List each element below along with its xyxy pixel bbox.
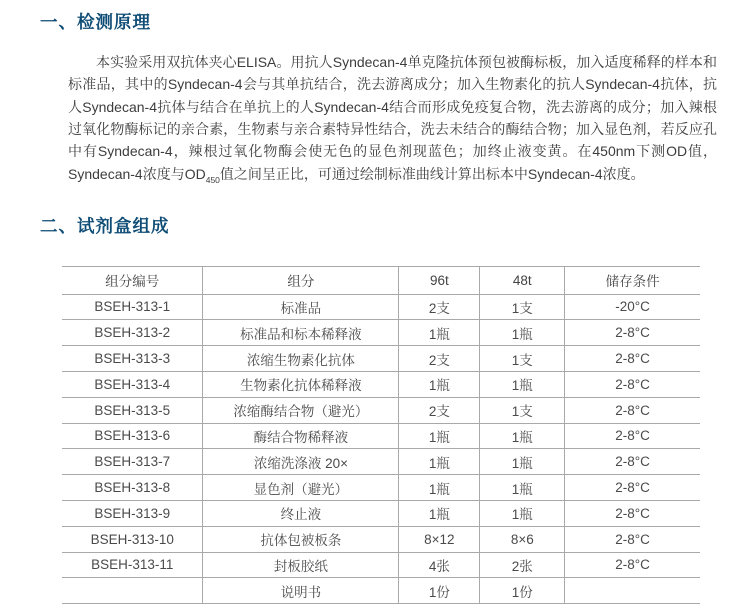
table-cell: 1瓶 — [399, 423, 480, 449]
table-cell: 1瓶 — [480, 475, 565, 501]
table-cell: 1瓶 — [480, 423, 565, 449]
table-cell: 浓缩生物素化抗体 — [203, 346, 399, 372]
table-row — [62, 320, 700, 346]
table-row — [62, 578, 700, 604]
table-header-cell: 储存条件 — [565, 267, 700, 295]
table-cell: -20°C — [565, 294, 700, 320]
table-cell: 1支 — [480, 346, 565, 372]
table-cell: 2-8°C — [565, 552, 700, 578]
table-cell: 8×6 — [480, 526, 565, 552]
table-cell: 1瓶 — [480, 500, 565, 526]
table-row — [62, 449, 700, 475]
table-cell: BSEH-313-6 — [62, 423, 203, 449]
table-cell: BSEH-313-2 — [62, 320, 203, 346]
table-cell: 封板胶纸 — [203, 552, 399, 578]
table-row — [62, 475, 700, 501]
table-cell: 2-8°C — [565, 475, 700, 501]
table-cell: 1支 — [480, 294, 565, 320]
table-cell: 2-8°C — [565, 500, 700, 526]
table-cell: 2-8°C — [565, 449, 700, 475]
principle-heading: 一、检测原理 — [40, 12, 151, 32]
table-header-cell: 96t — [399, 267, 480, 295]
table-cell: BSEH-313-1 — [62, 294, 203, 320]
table-row — [62, 423, 700, 449]
table-row — [62, 526, 700, 552]
od450-subscript: 450 — [205, 174, 220, 185]
table-cell — [565, 578, 700, 604]
table-cell: 抗体包被板条 — [203, 526, 399, 552]
table-cell: 1份 — [399, 578, 480, 604]
table-cell: 1瓶 — [399, 320, 480, 346]
table-cell: BSEH-313-10 — [62, 526, 203, 552]
table-cell: 1瓶 — [480, 320, 565, 346]
table-cell: BSEH-313-7 — [62, 449, 203, 475]
table-cell: BSEH-313-4 — [62, 371, 203, 397]
table-cell: 1瓶 — [399, 371, 480, 397]
table-cell: BSEH-313-3 — [62, 346, 203, 372]
table-cell: 酶结合物稀释液 — [203, 423, 399, 449]
table-cell: 2支 — [399, 346, 480, 372]
table-header-cell: 48t — [480, 267, 565, 295]
principle-text-part2: 值之间呈正比，可通过绘制标准曲线计算出标本中Syndecan-4浓度。 — [219, 165, 645, 182]
table-row — [62, 552, 700, 578]
table-cell: 1瓶 — [399, 475, 480, 501]
table-cell: 显色剂（避光） — [203, 475, 399, 501]
table-cell: 终止液 — [203, 500, 399, 526]
section-kit-components — [40, 216, 717, 604]
table-cell: 浓缩洗涤液 20× — [203, 449, 399, 475]
table-row — [62, 371, 700, 397]
components-table — [62, 266, 700, 604]
table-row — [62, 346, 700, 372]
table-header-cell: 组分编号 — [62, 267, 203, 295]
table-header-cell: 组分 — [203, 267, 399, 295]
table-cell: 2支 — [399, 397, 480, 423]
table-row — [62, 397, 700, 423]
table-cell: 1份 — [480, 578, 565, 604]
table-cell: 2支 — [399, 294, 480, 320]
table-cell: 2-8°C — [565, 397, 700, 423]
table-header-row — [62, 267, 700, 295]
section-detection-principle — [40, 12, 717, 185]
table-head — [62, 267, 700, 295]
table-cell: 2张 — [480, 552, 565, 578]
table-cell: 1支 — [480, 397, 565, 423]
table-cell: 4张 — [399, 552, 480, 578]
principle-paragraph — [68, 51, 717, 185]
table-cell: 2-8°C — [565, 423, 700, 449]
table-cell: 标准品和标本稀释液 — [203, 320, 399, 346]
table-cell: 1瓶 — [480, 449, 565, 475]
table-cell: BSEH-313-8 — [62, 475, 203, 501]
table-cell: BSEH-313-5 — [62, 397, 203, 423]
table-cell: 2-8°C — [565, 526, 700, 552]
table-cell: 8×12 — [399, 526, 480, 552]
table-cell: 2-8°C — [565, 320, 700, 346]
table-row — [62, 500, 700, 526]
table-cell: 标准品 — [203, 294, 399, 320]
table-cell: BSEH-313-11 — [62, 552, 203, 578]
principle-text-part1: 本实验采用双抗体夹心ELISA。用抗人Syndecan-4单克隆抗体预包被酶标板，加入适度稀释的样本和标准品，其中的Syndecan-4会与其单抗结合，洗去游离成分；加入生物素化的抗人Syndecan-4抗体，抗人Syndecan-4抗体与结合在单抗上的人Syndecan-4结合而形成免疫复合物，洗去游离的成分；加入辣根过氧化物酶标记的亲合素，生物素与亲合素特异性结合，洗去未结合的酶结合物；加入显色剂，若反应孔中有Syndecan-4，辣根过氧化物酶会使无色的显色剂现蓝色；加终止液变黄。在450nm下测OD值，Syndecan-4浓度与OD — [68, 53, 717, 182]
table-cell: 2-8°C — [565, 371, 700, 397]
table-cell — [62, 578, 203, 604]
components-heading: 二、试剂盒组成 — [40, 216, 170, 237]
table-cell: 1瓶 — [480, 371, 565, 397]
table-row — [62, 294, 700, 320]
table-cell: 2-8°C — [565, 346, 700, 372]
table-cell: BSEH-313-9 — [62, 500, 203, 526]
table-body — [62, 294, 700, 604]
table-cell: 浓缩酶结合物（避光） — [203, 397, 399, 423]
table-cell: 1瓶 — [399, 449, 480, 475]
table-cell: 说明书 — [203, 578, 399, 604]
table-cell: 1瓶 — [399, 500, 480, 526]
table-cell: 生物素化抗体稀释液 — [203, 371, 399, 397]
